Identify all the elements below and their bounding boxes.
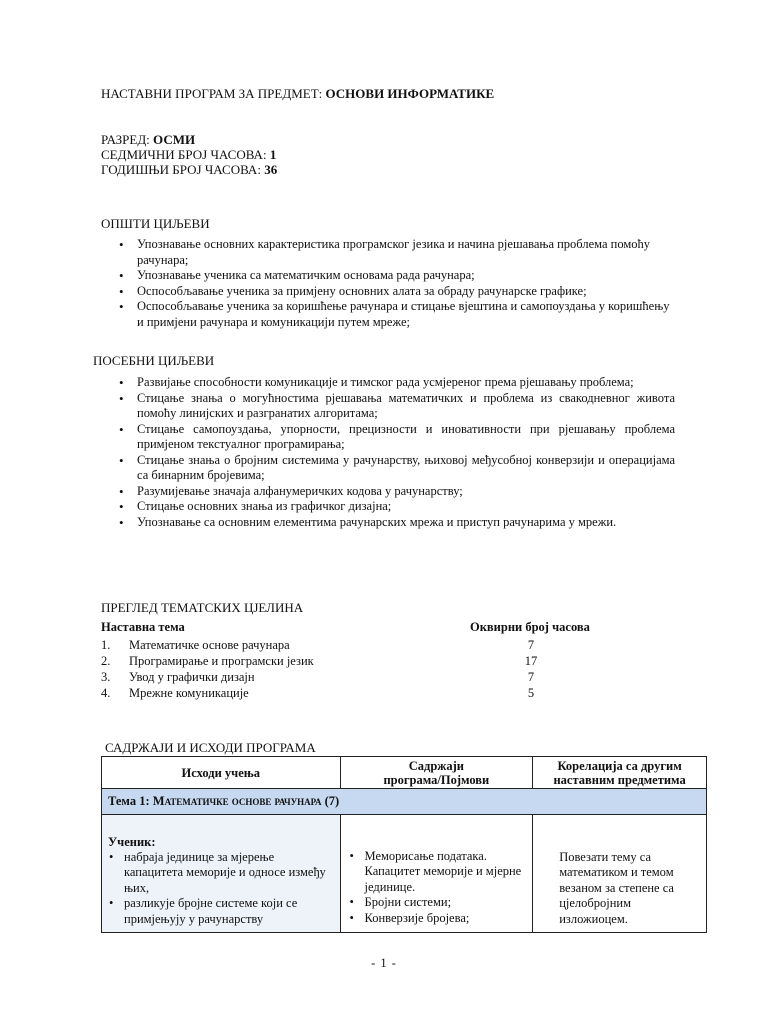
outcomes-cell xyxy=(102,815,341,933)
row-number: 4. xyxy=(101,686,111,700)
row-number: 3. xyxy=(101,670,111,684)
general-goals-heading: ОПШТИ ЦИЉЕВИ xyxy=(101,216,210,231)
list-item: • Стицање знања о могућностима рјешавања математичких и проблема из свакодневног живота помоћу линијских и разгранатих алгоритама; xyxy=(115,391,675,422)
overview-row xyxy=(101,653,561,669)
yearly-label: ГОДИШЊИ БРОЈ ЧАСОВА: xyxy=(101,162,265,177)
weekly-hours-line xyxy=(101,147,277,162)
theme-name: Математичке основе рачунара (7) xyxy=(152,794,340,808)
theme-row xyxy=(102,789,707,815)
grade-line xyxy=(101,132,277,147)
overview-list xyxy=(101,637,561,701)
yearly-value: 36 xyxy=(264,162,278,177)
overview-row xyxy=(101,637,561,653)
list-item: • разликује бројне системе који се примјењују у рачунарству xyxy=(108,896,332,927)
topic-hours: 5 xyxy=(527,686,535,700)
contents-cell xyxy=(340,815,533,933)
theme-prefix: Тема 1: xyxy=(108,794,153,808)
title-prefix: НАСТАВНИ ПРОГРАМ ЗА ПРЕДМЕТ: xyxy=(101,86,326,101)
list-item: • Стицање основних знања из графичког дизајна; xyxy=(115,499,675,515)
grade-value: ОСМИ xyxy=(153,132,196,147)
special-goals-heading: ПОСЕБНИ ЦИЉЕВИ xyxy=(93,353,215,368)
table-row xyxy=(102,815,707,933)
col-outcomes-header: Исходи учења xyxy=(102,757,341,789)
list-item: • Упознавање основних карактеристика програмског језика и начина рјешавања проблема помоћу рачунара; xyxy=(115,237,675,268)
overview-heading: ПРЕГЛЕД ТЕМАТСКИХ ЦЈЕЛИНА xyxy=(101,600,304,615)
row-number: 1. xyxy=(101,638,111,652)
grade-info xyxy=(101,132,277,177)
topic-name: Програмирање и програмски језик xyxy=(129,654,314,668)
document-title xyxy=(101,86,494,102)
student-label: Ученик: xyxy=(108,834,156,849)
list-item: • Стицање знања о бројним системима у рачунарству, њиховој међусобној конверзији и операцијама са бинарним бројевима; xyxy=(115,453,675,484)
table-header-row xyxy=(102,757,707,789)
list-item: • Разумијевање значаја алфанумеричких кодова у рачунарству; xyxy=(115,484,675,500)
correlation-cell: Повезати тему са математиком и темом везаном за степене са цјелобројним изложиоцем. xyxy=(533,815,707,933)
contents-heading: САДРЖАЈИ И ИСХОДИ ПРОГРАМА xyxy=(105,740,316,755)
outcomes-list xyxy=(108,850,332,928)
list-item: • Стицање самопоуздања, упорности, прецизности и иновативности при рјешавању проблема примјеном текстуалног програмирања; xyxy=(115,422,675,453)
list-item: • Упознавање са основним елементима рачунарских мрежа и приступ рачунарима у мрежи. xyxy=(115,515,675,531)
title-subject: ОСНОВИ ИНФОРМАТИКЕ xyxy=(325,86,495,101)
col-correlation-header xyxy=(533,757,707,789)
list-item: • Упознавање ученика са математичким основама рада рачунара; xyxy=(115,268,675,284)
list-item: • Меморисање података. Капацитет меморије и мјерне јединице. xyxy=(349,849,527,896)
col-correlation-line-1: Корелација са другим xyxy=(557,758,682,773)
special-goals-list xyxy=(115,375,675,530)
list-item: • набраја јединице за мјерење капацитета меморије и односе између њих, xyxy=(108,850,332,897)
topic-name: Мрежне комуникације xyxy=(129,686,249,700)
topic-name: Увод у графички дизајн xyxy=(129,670,255,684)
theme-title xyxy=(102,789,707,815)
row-number: 2. xyxy=(101,654,111,668)
list-item: • Бројни системи; xyxy=(349,895,527,911)
col-contents-line-2: програма/Појмови xyxy=(383,772,490,787)
overview-row xyxy=(101,685,561,701)
topic-hours: 7 xyxy=(527,670,535,684)
weekly-label: СЕДМИЧНИ БРОЈ ЧАСОВА: xyxy=(101,147,270,162)
list-item: • Развијање способности комуникације и тимског рада усмјереног према рјешавању проблема; xyxy=(115,375,675,391)
page-number: - 1 - xyxy=(371,956,397,970)
list-item: • Оспособљавање ученика за коришћење рачунара и стицање вјештина и самопоуздања у коришћењу и примјени рачунара и комуникацији путем мреже; xyxy=(115,299,675,330)
col-correlation-line-2: наставним предметима xyxy=(553,772,686,787)
col-contents-line-1: Садржаји xyxy=(408,758,464,773)
topic-hours: 7 xyxy=(527,638,535,652)
outcomes-table xyxy=(101,756,707,933)
grade-label: РАЗРЕД: xyxy=(101,132,154,147)
yearly-hours-line xyxy=(101,162,277,177)
general-goals-list xyxy=(115,237,675,330)
overview-col-topic: Наставна тема xyxy=(101,620,185,634)
list-item: • Конверзије бројева; xyxy=(349,911,527,927)
topic-hours: 17 xyxy=(524,654,538,668)
contents-list xyxy=(349,849,527,927)
topic-name: Математичке основе рачунара xyxy=(129,638,290,652)
col-contents-header xyxy=(340,757,533,789)
overview-row xyxy=(101,669,561,685)
weekly-value: 1 xyxy=(269,147,277,162)
list-item: • Оспособљавање ученика за примјену основних алата за обраду рачунарске графике; xyxy=(115,284,675,300)
overview-col-hours: Оквирни број часова xyxy=(470,620,590,634)
